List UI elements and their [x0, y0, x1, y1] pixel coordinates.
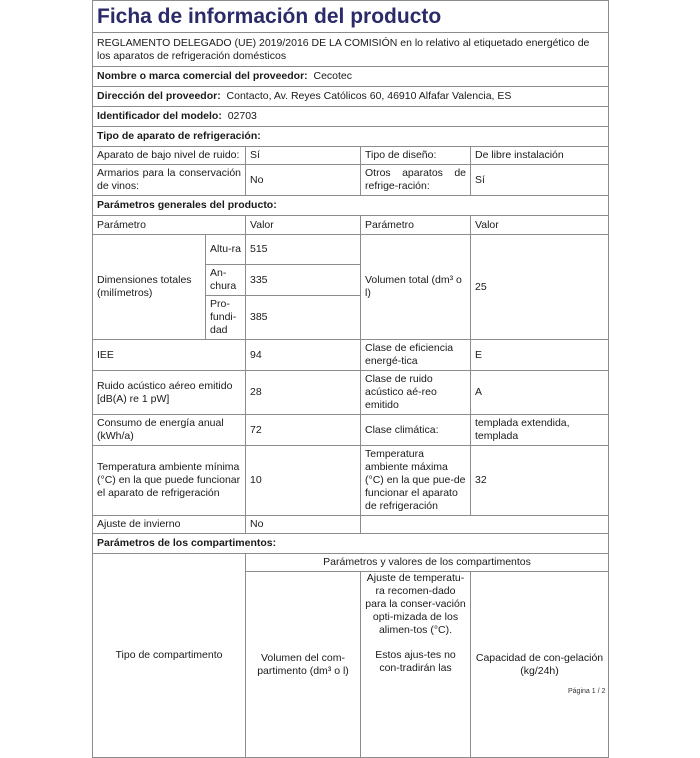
design-type-value: De libre instalación: [471, 147, 609, 165]
total-volume-value: 25: [471, 235, 609, 340]
appliance-type-header: Tipo de aparato de refrigeración:: [93, 127, 609, 147]
col-header-parameter: Parámetro: [93, 216, 246, 235]
annual-energy-label: Consumo de energía anual (kWh/a): [93, 415, 246, 446]
iee-label: IEE: [93, 340, 246, 371]
noise-class-label: Clase de ruido acústico aé-reo emitido: [361, 371, 471, 415]
annual-energy-value: 72: [246, 415, 361, 446]
width-value: 335: [246, 265, 361, 296]
min-temperature-value: 10: [246, 446, 361, 516]
climate-class-label: Clase climática:: [361, 415, 471, 446]
iee-value: 94: [246, 340, 361, 371]
climate-class-value: templada extendida, templada: [471, 415, 609, 446]
width-label: An-chura: [206, 265, 246, 296]
dimensions-label: Dimensiones totales (milímetros): [93, 235, 206, 340]
noise-value: 28: [246, 371, 361, 415]
address-label: Dirección del proveedor:: [97, 90, 221, 102]
noise-class-value: A: [471, 371, 609, 415]
winter-setting-label: Ajuste de invierno: [93, 516, 246, 534]
col-header-parameter-2: Parámetro: [361, 216, 471, 235]
design-type-label: Tipo de diseño:: [361, 147, 471, 165]
model-value: 02703: [227, 110, 257, 122]
winter-setting-empty: [361, 516, 609, 534]
wine-cabinet-value: No: [246, 165, 361, 196]
general-parameters-header: Parámetros generales del producto:: [93, 196, 609, 216]
energy-class-value: E: [471, 340, 609, 371]
other-appliances-label: Otros aparatos de refrige-ración:: [361, 165, 471, 196]
compartment-params-header: Parámetros y valores de los compartimentos: [246, 554, 609, 572]
max-temperature-label: Temperatura ambiente máxima (°C) en la que pue-de funcionar el aparato de refrigeración: [361, 446, 471, 516]
product-information-sheet: [92, 0, 608, 758]
temperature-note: Estos ajus-tes no con-tradirán las: [375, 649, 456, 674]
other-appliances-value: Sí: [471, 165, 609, 196]
recommended-temperature-cell: [361, 572, 471, 758]
energy-class-label: Clase de eficiencia energé-tica: [361, 340, 471, 371]
product-sheet-table: [92, 0, 609, 758]
page-title: Ficha de información del producto: [93, 1, 609, 33]
compartment-volume-label: Volumen del com-partimento (dm³ o l): [246, 572, 361, 758]
supplier-row: [93, 67, 609, 87]
page-number: Página 1 / 2: [568, 688, 606, 695]
noise-label: Ruido acústico aéreo emitido [dB(A) re 1 pW]: [93, 371, 246, 415]
height-label: Altu-ra: [206, 235, 246, 265]
low-noise-value: Sí: [246, 147, 361, 165]
recommended-temperature-label: Ajuste de temperatu-ra recomen-dado para la conser-vación opti-mizada de los alimen-tos (°C).: [365, 572, 466, 636]
address-value: Contacto, Av. Reyes Católicos 60, 46910 Alfafar Valencia, ES: [226, 90, 512, 102]
compartments-header: Parámetros de los compartimentos:: [93, 534, 609, 554]
model-row: [93, 107, 609, 127]
depth-label: Pro-fundi-dad: [206, 296, 246, 340]
compartment-type-label: Tipo de compartimento: [93, 554, 246, 758]
total-volume-label: Volumen total (dm³ o l): [361, 235, 471, 340]
address-row: [93, 87, 609, 107]
winter-setting-value: No: [246, 516, 361, 534]
min-temperature-label: Temperatura ambiente mínima (°C) en la que puede funcionar el aparato de refrigeración: [93, 446, 246, 516]
wine-cabinet-label: Armarios para la conservación de vinos:: [93, 165, 246, 196]
regulation-text: REGLAMENTO DELEGADO (UE) 2019/2016 DE LA COMISIÓN en lo relativo al etiquetado energético de los aparatos de refrigeración domésticos: [93, 33, 609, 67]
max-temperature-value: 32: [471, 446, 609, 516]
low-noise-label: Aparato de bajo nivel de ruido:: [93, 147, 246, 165]
col-header-value-2: Valor: [471, 216, 609, 235]
col-header-value: Valor: [246, 216, 361, 235]
freezing-capacity-label: Capacidad de con-gelación (kg/24h): [471, 572, 609, 758]
supplier-value: Cecotec: [313, 70, 353, 82]
depth-value: 385: [246, 296, 361, 340]
model-label: Identificador del modelo:: [97, 110, 222, 122]
supplier-label: Nombre o marca comercial del proveedor:: [97, 70, 308, 82]
height-value: 515: [246, 235, 361, 265]
